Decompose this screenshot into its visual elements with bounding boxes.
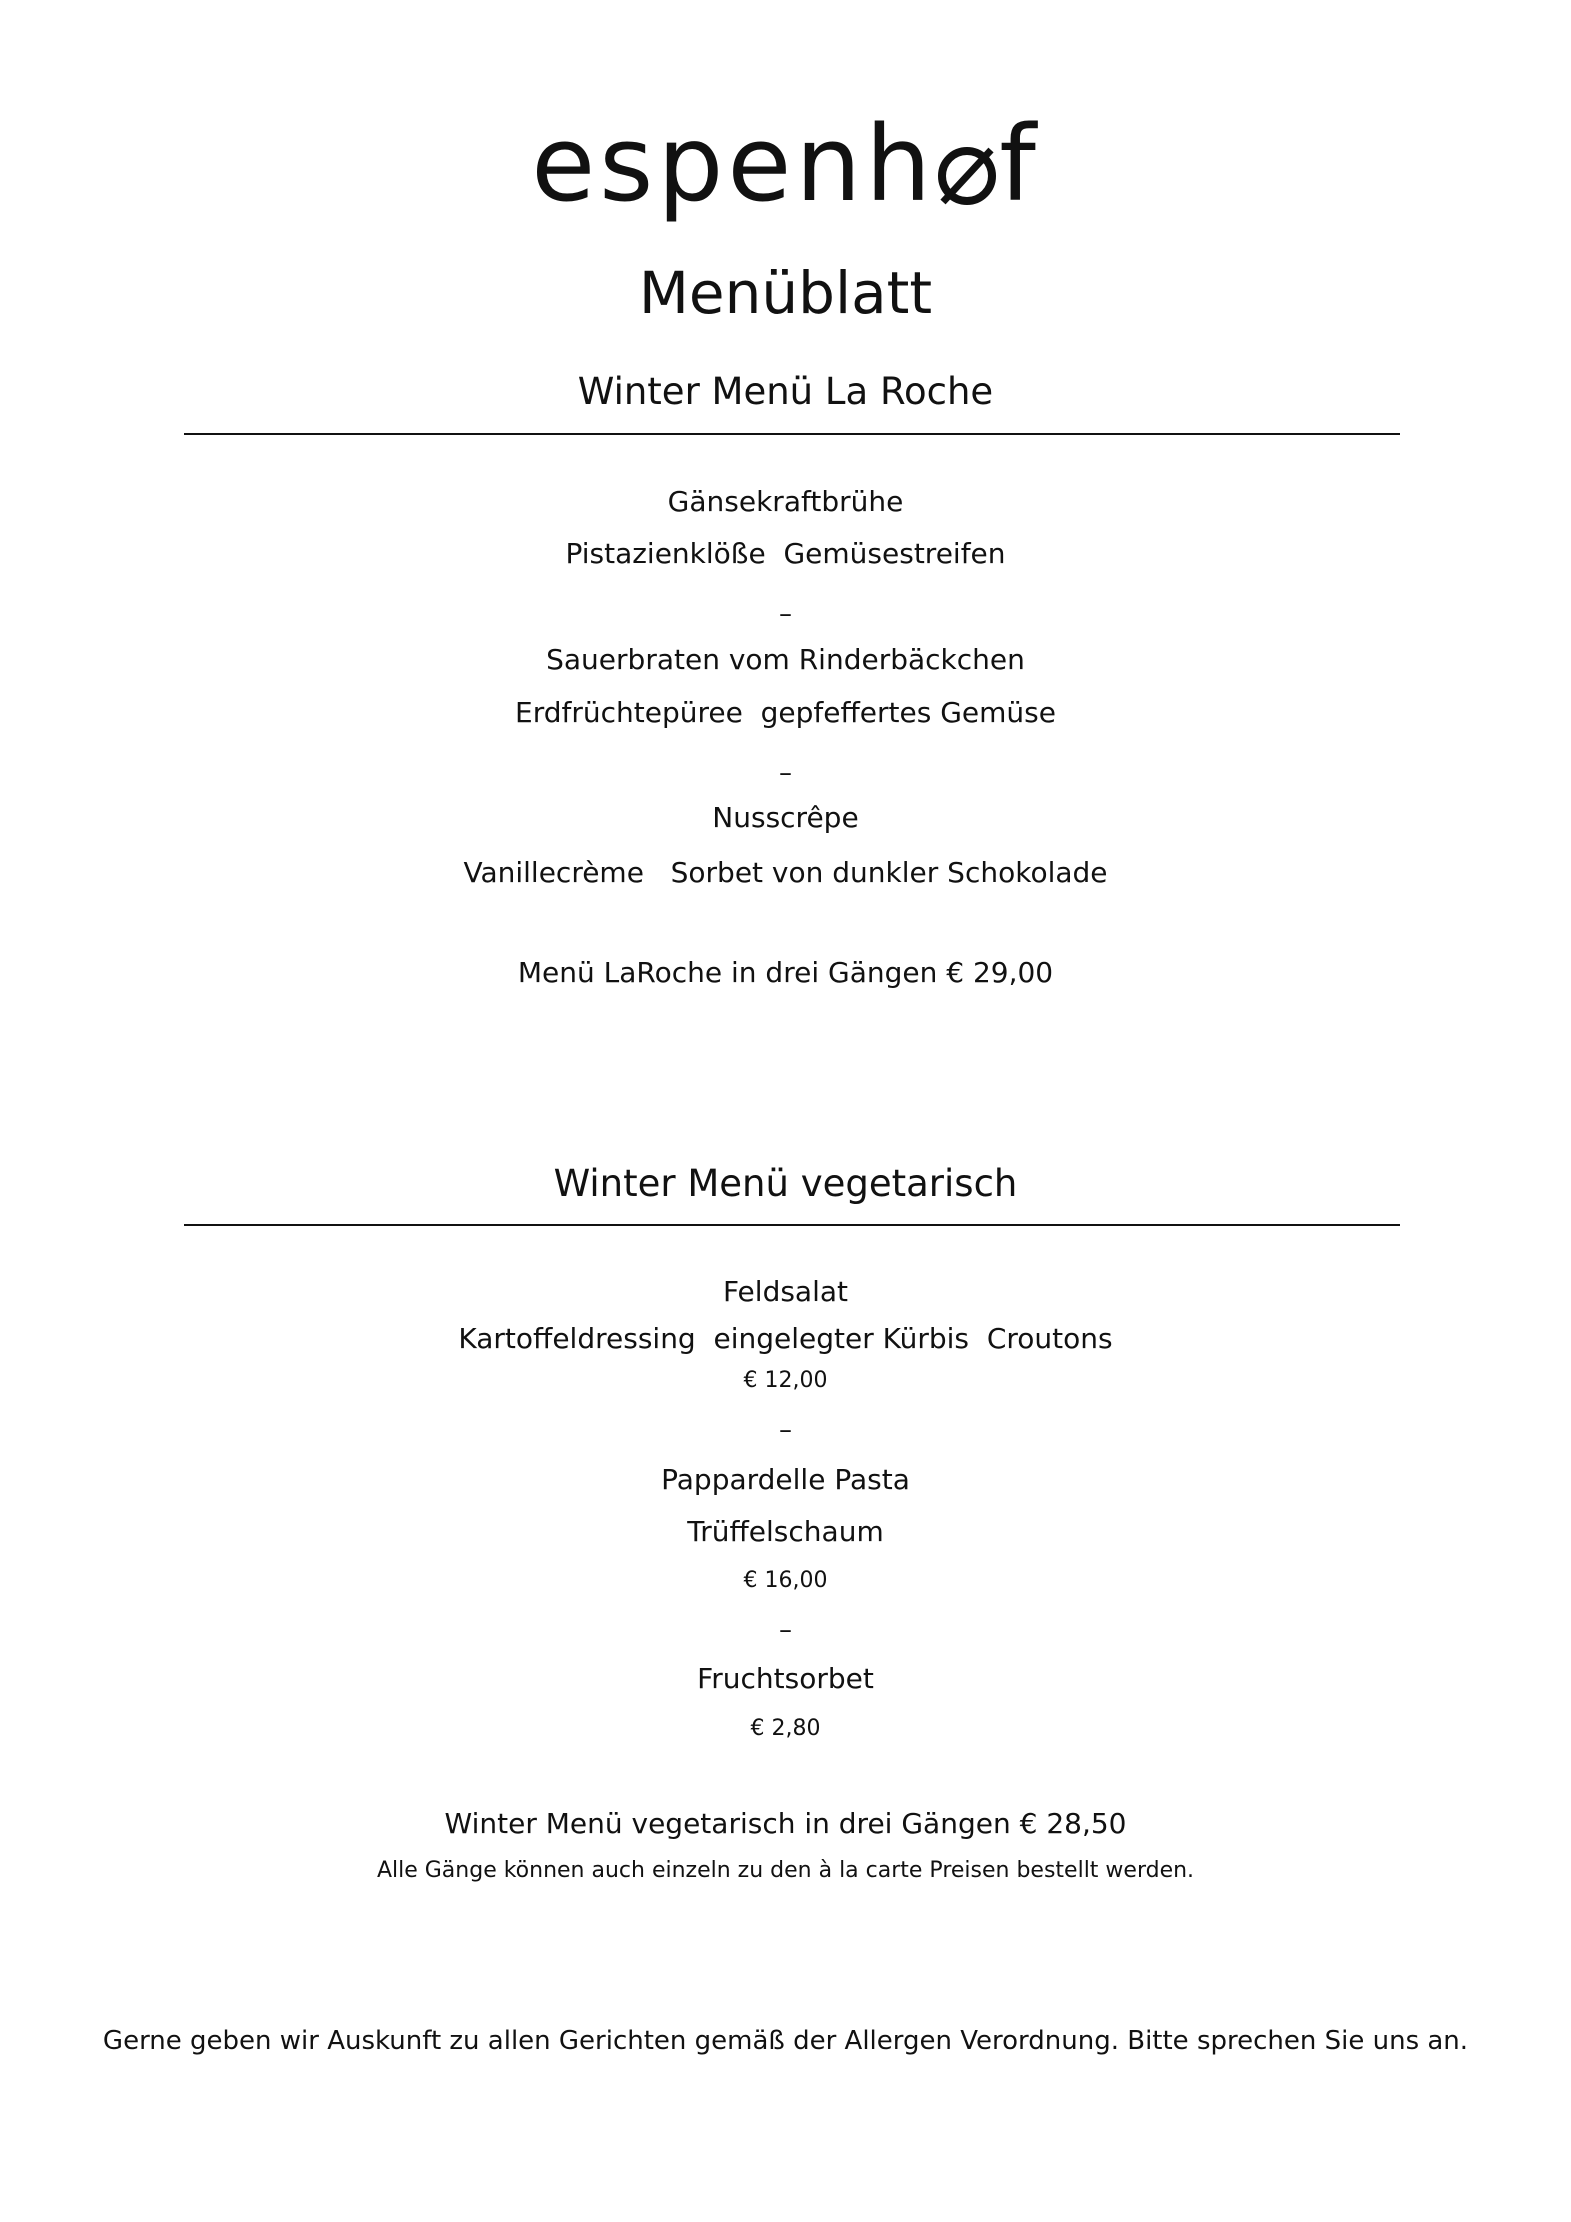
course-price: € 2,80 xyxy=(750,1716,821,1741)
course-separator: – xyxy=(779,1415,792,1445)
logo-text-prefix: espenh xyxy=(531,103,936,225)
logo-text-suffix: f xyxy=(999,103,1040,225)
course-sides: Pistazienklöße Gemüsestreifen xyxy=(565,537,1006,570)
a-la-carte-note: Alle Gänge können auch einzeln zu den à la carte Preisen bestellt werden. xyxy=(376,1858,1195,1883)
course-name: Sauerbraten vom Rinderbäckchen xyxy=(546,643,1025,676)
course-sides: Kartoffeldressing eingelegter Kürbis Croutons xyxy=(458,1322,1113,1355)
course-price: € 16,00 xyxy=(743,1568,828,1593)
course-name: Nusscrêpe xyxy=(712,801,859,834)
menu-total: Menü LaRoche in drei Gängen € 29,00 xyxy=(517,956,1054,989)
section-divider-vegetarisch xyxy=(184,1224,1400,1226)
course-separator: – xyxy=(779,599,792,629)
section-divider-la-roche xyxy=(184,433,1400,435)
section-title-la-roche: Winter Menü La Roche xyxy=(577,370,994,413)
page-title: Menüblatt xyxy=(638,259,933,327)
menu-total: Winter Menü vegetarisch in drei Gängen € 28,50 xyxy=(444,1807,1127,1840)
course-name: Gänsekraftbrühe xyxy=(667,485,904,518)
leaf-o-icon-glyph xyxy=(937,142,997,206)
course-name: Feldsalat xyxy=(722,1275,848,1308)
course-separator: – xyxy=(779,1615,792,1645)
section-title-vegetarisch: Winter Menü vegetarisch xyxy=(553,1162,1018,1205)
allergen-footer: Gerne geben wir Auskunft zu allen Gerichten gemäß der Allergen Verordnung. Bitte sprechen Sie uns an. xyxy=(102,2026,1469,2056)
course-name: Fruchtsorbet xyxy=(697,1662,874,1695)
course-sides: Vanillecrème Sorbet von dunkler Schokolade xyxy=(463,856,1108,889)
course-sides: Erdfrüchtepüree gepfeffertes Gemüse xyxy=(515,696,1056,729)
course-sides: Trüffelschaum xyxy=(687,1515,884,1548)
leaf-o-icon xyxy=(937,140,997,200)
course-price: € 12,00 xyxy=(743,1368,828,1393)
espenhof-logo xyxy=(0,104,1571,224)
course-separator: – xyxy=(779,758,792,788)
course-name: Pappardelle Pasta xyxy=(661,1463,910,1496)
